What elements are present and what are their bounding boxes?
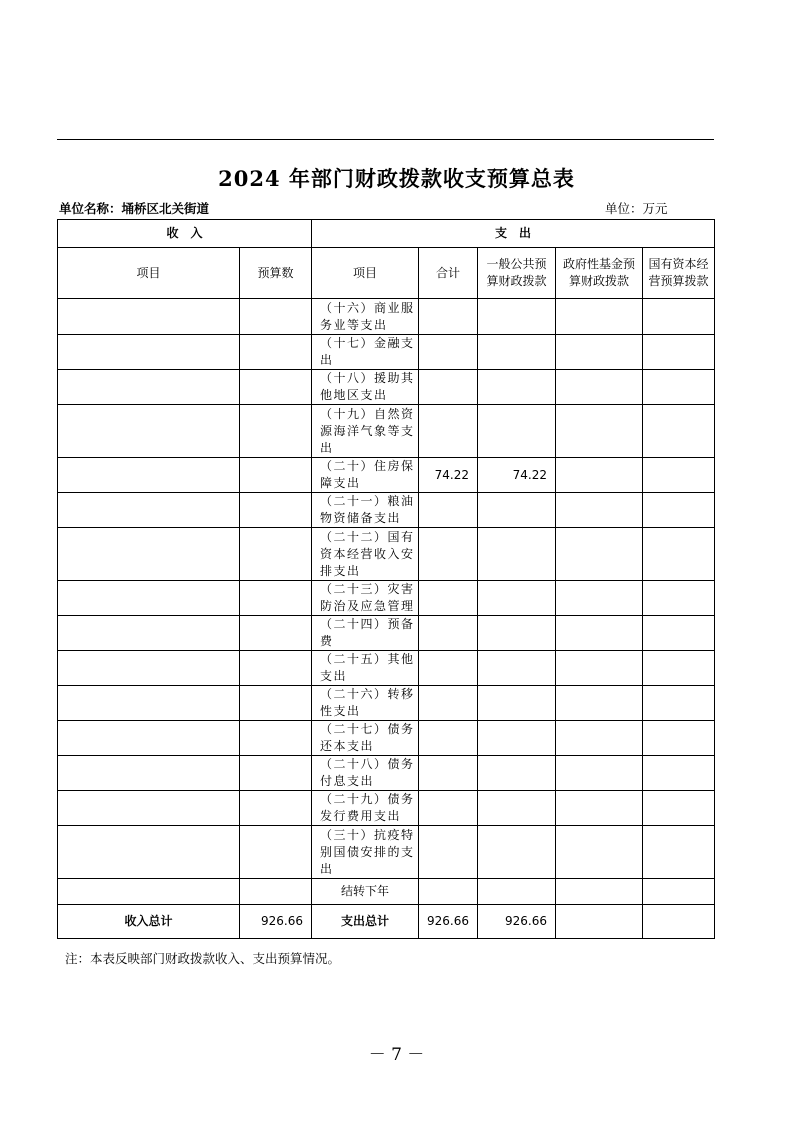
table-cell <box>58 581 240 616</box>
row-item-label: （二十六）转移性支出 <box>312 686 419 721</box>
row-total-value <box>419 528 478 581</box>
fund-header: 政府性基金预算财政拨款 <box>556 248 643 299</box>
table-row <box>58 299 715 335</box>
unit-label: 单位：万元 <box>605 201 668 216</box>
row-item-label: （二十三）灾害防治及应急管理 <box>312 581 419 616</box>
table-cell <box>556 370 643 405</box>
row-total-value <box>419 791 478 826</box>
table-cell <box>643 528 715 581</box>
table-cell <box>556 405 643 458</box>
budget-header: 预算数 <box>240 248 312 299</box>
table-row <box>58 335 715 370</box>
row-total-value <box>419 686 478 721</box>
row-general-value <box>478 299 556 335</box>
table-cell <box>643 879 715 905</box>
table-cell <box>556 651 643 686</box>
table-row <box>58 651 715 686</box>
table-cell <box>240 791 312 826</box>
table-cell <box>240 686 312 721</box>
table-row <box>58 756 715 791</box>
row-general-value <box>478 756 556 791</box>
table-cell <box>643 299 715 335</box>
table-cell <box>556 299 643 335</box>
row-item-label: （十六）商业服务业等支出 <box>312 299 419 335</box>
table-cell <box>556 493 643 528</box>
table-cell <box>556 528 643 581</box>
table-cell <box>556 756 643 791</box>
table-cell <box>240 616 312 651</box>
table-cell <box>58 616 240 651</box>
table-cell <box>556 879 643 905</box>
table-row <box>58 528 715 581</box>
general-header: 一般公共预算财政拨款 <box>478 248 556 299</box>
row-general-value <box>478 581 556 616</box>
table-cell <box>240 528 312 581</box>
table-row <box>58 721 715 756</box>
row-general-value <box>478 528 556 581</box>
table-cell <box>240 405 312 458</box>
table-cell <box>240 299 312 335</box>
table-row <box>58 370 715 405</box>
row-item-label: （二十八）债务付息支出 <box>312 756 419 791</box>
table-cell <box>58 826 240 879</box>
table-cell <box>240 756 312 791</box>
table-cell <box>643 686 715 721</box>
table-cell <box>643 905 715 939</box>
table-row <box>58 826 715 879</box>
income-total-value: 926.66 <box>240 905 312 939</box>
table-body <box>58 299 715 879</box>
table-cell <box>556 791 643 826</box>
row-total-value <box>419 826 478 879</box>
table-cell <box>643 405 715 458</box>
exp-total-label: 支出总计 <box>312 905 419 939</box>
table-cell <box>478 879 556 905</box>
row-item-label: （十九）自然资源海洋气象等支出 <box>312 405 419 458</box>
table-cell <box>58 791 240 826</box>
table-row <box>58 686 715 721</box>
expenditure-header: 支 出 <box>312 220 715 248</box>
table-cell <box>240 335 312 370</box>
table-cell <box>240 458 312 493</box>
table-cell <box>643 721 715 756</box>
table-cell <box>643 370 715 405</box>
row-total-value <box>419 721 478 756</box>
row-item-label: （二十二）国有资本经营收入安排支出 <box>312 528 419 581</box>
table-cell <box>240 721 312 756</box>
table-cell <box>58 299 240 335</box>
totals-row <box>58 905 715 939</box>
row-general-value <box>478 616 556 651</box>
row-total-value <box>419 616 478 651</box>
row-general-value <box>478 493 556 528</box>
row-general-value <box>478 651 556 686</box>
state-header: 国有资本经营预算拨款 <box>643 248 715 299</box>
table-cell <box>643 791 715 826</box>
row-general-value: 74.22 <box>478 458 556 493</box>
table-cell <box>240 826 312 879</box>
table-cell <box>419 879 478 905</box>
row-total-value <box>419 493 478 528</box>
table-cell <box>58 721 240 756</box>
unit-name: 单位名称：埇桥区北关街道 <box>59 201 210 216</box>
table-row <box>58 458 715 493</box>
row-item-label: （十七）金融支出 <box>312 335 419 370</box>
table-cell <box>556 335 643 370</box>
row-item-label: （二十七）债务还本支出 <box>312 721 419 756</box>
income-header: 收 入 <box>58 220 312 248</box>
table-cell <box>58 879 240 905</box>
table-cell <box>556 581 643 616</box>
carry-forward-label: 结转下年 <box>312 879 419 905</box>
budget-table <box>57 219 715 939</box>
page-number: － 7 － <box>368 1045 425 1065</box>
table-cell <box>556 616 643 651</box>
row-general-value <box>478 405 556 458</box>
row-total-value <box>419 335 478 370</box>
row-total-value <box>419 370 478 405</box>
table-cell <box>556 458 643 493</box>
table-cell <box>643 616 715 651</box>
row-item-label: （二十五）其他支出 <box>312 651 419 686</box>
table-cell <box>643 581 715 616</box>
table-cell <box>58 335 240 370</box>
table-cell <box>556 686 643 721</box>
exp-item-header: 项目 <box>312 248 419 299</box>
table-cell <box>643 826 715 879</box>
table-cell <box>240 370 312 405</box>
table-cell <box>58 756 240 791</box>
row-total-value <box>419 651 478 686</box>
row-general-value <box>478 335 556 370</box>
table-cell <box>643 493 715 528</box>
row-general-value <box>478 370 556 405</box>
row-item-label: （十八）援助其他地区支出 <box>312 370 419 405</box>
table-cell <box>58 528 240 581</box>
table-cell <box>58 686 240 721</box>
header-row-group <box>58 220 715 248</box>
table-row <box>58 493 715 528</box>
table-row <box>58 405 715 458</box>
table-cell <box>240 651 312 686</box>
row-general-value <box>478 791 556 826</box>
row-general-value <box>478 686 556 721</box>
table-cell <box>240 581 312 616</box>
table-cell <box>58 370 240 405</box>
table-cell <box>556 905 643 939</box>
row-item-label: （二十九）债务发行费用支出 <box>312 791 419 826</box>
table-cell <box>643 458 715 493</box>
row-total-value: 74.22 <box>419 458 478 493</box>
table-row <box>58 616 715 651</box>
table-row <box>58 581 715 616</box>
table-cell <box>556 826 643 879</box>
row-item-label: （三十）抗疫特别国债安排的支出 <box>312 826 419 879</box>
row-total-value <box>419 581 478 616</box>
table-cell <box>643 756 715 791</box>
table-cell <box>240 493 312 528</box>
header-rule <box>57 139 714 140</box>
header-row-columns <box>58 248 715 299</box>
total-header: 合计 <box>419 248 478 299</box>
row-item-label: （二十一）粮油物资储备支出 <box>312 493 419 528</box>
row-total-value <box>419 405 478 458</box>
row-item-label: （二十）住房保障支出 <box>312 458 419 493</box>
row-general-value <box>478 826 556 879</box>
table-cell <box>58 405 240 458</box>
income-total-label: 收入总计 <box>58 905 240 939</box>
footnote: 注：本表反映部门财政拨款收入、支出预算情况。 <box>65 951 341 966</box>
carry-forward-row <box>58 879 715 905</box>
row-total-value <box>419 299 478 335</box>
page-title: 2024 年部门财政拨款收支预算总表 <box>218 166 575 191</box>
row-item-label: （二十四）预备费 <box>312 616 419 651</box>
table-cell <box>58 651 240 686</box>
exp-general-value: 926.66 <box>478 905 556 939</box>
table-cell <box>556 721 643 756</box>
item-header: 项目 <box>58 248 240 299</box>
table-cell <box>643 335 715 370</box>
table-cell <box>240 879 312 905</box>
row-total-value <box>419 756 478 791</box>
table-cell <box>643 651 715 686</box>
table-cell <box>58 458 240 493</box>
table-row <box>58 791 715 826</box>
exp-total-value: 926.66 <box>419 905 478 939</box>
row-general-value <box>478 721 556 756</box>
table-cell <box>58 493 240 528</box>
